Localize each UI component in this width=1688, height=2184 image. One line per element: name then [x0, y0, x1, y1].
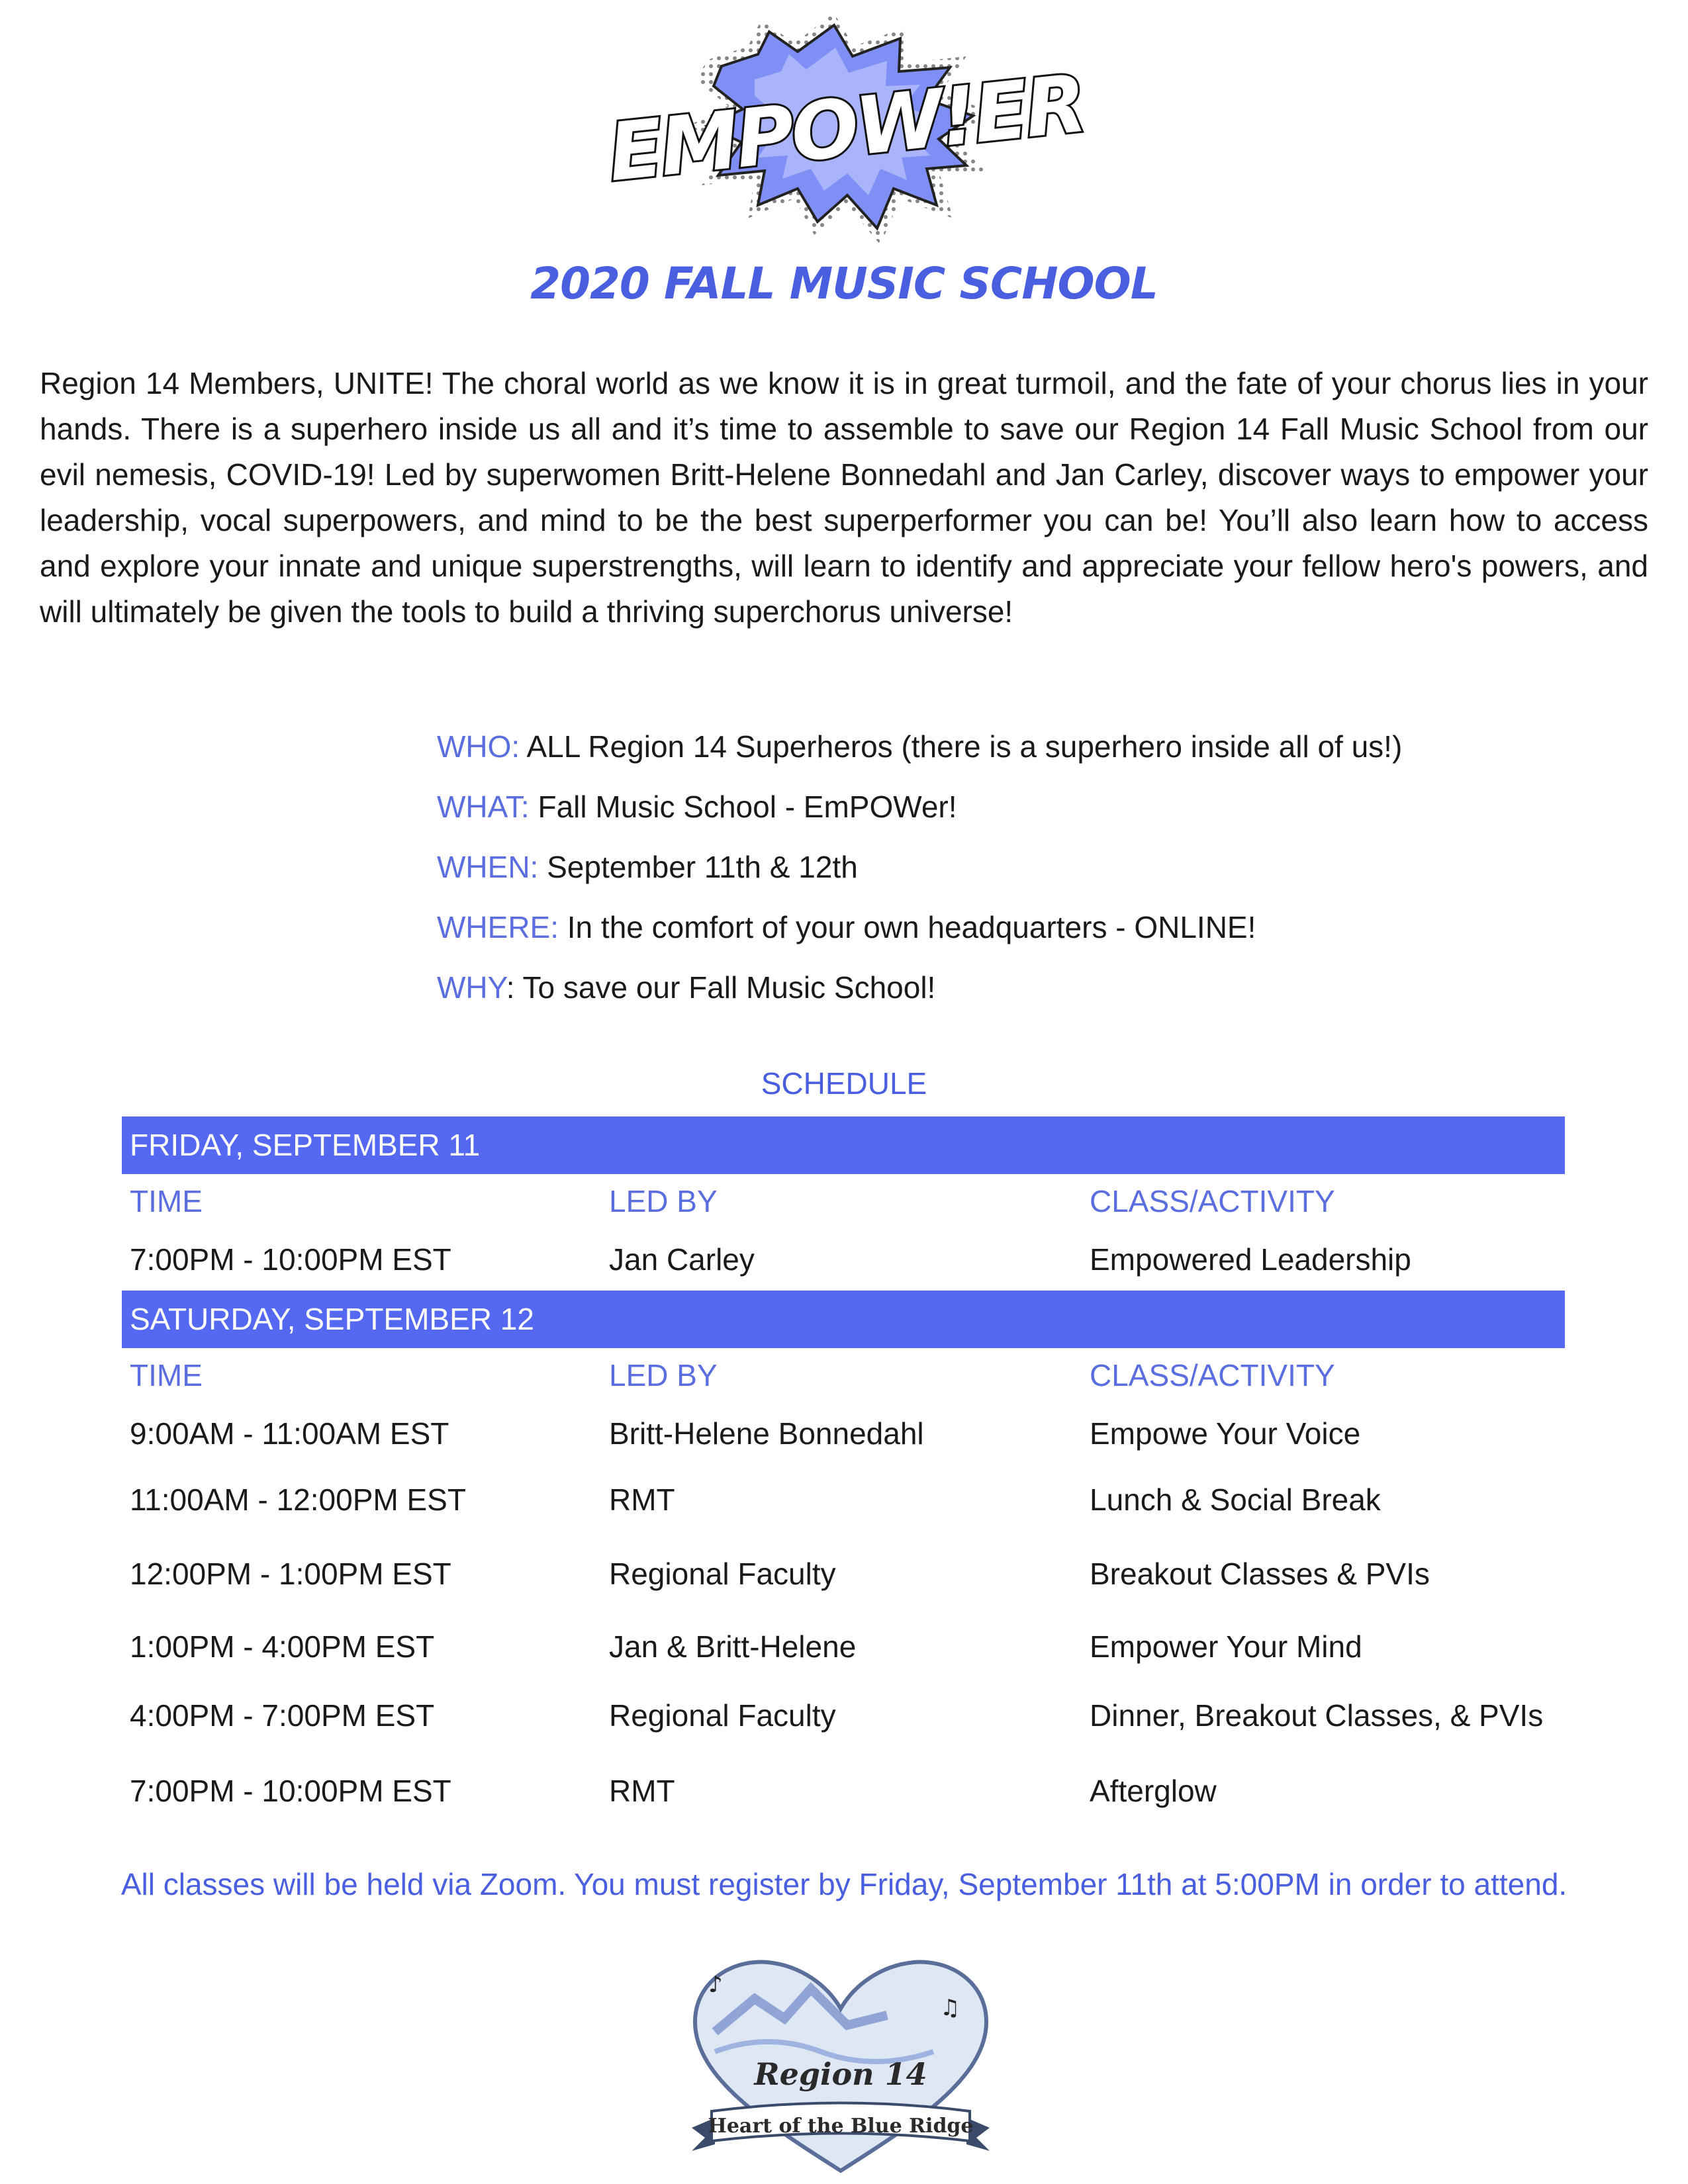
cell-activity: Lunch & Social Break [1090, 1482, 1381, 1517]
fact-label: WHAT: [437, 790, 530, 824]
cell-time: 7:00PM - 10:00PM EST [130, 1774, 451, 1808]
table-row [122, 1688, 1565, 1764]
schedule-table [122, 1116, 1565, 1822]
cell-activity: Afterglow [1090, 1774, 1217, 1808]
fact-value: Fall Music School - EmPOWer! [529, 790, 957, 824]
table-row [122, 1619, 1565, 1688]
cell-led-by: Jan Carley [609, 1242, 755, 1277]
table-row [122, 1406, 1565, 1473]
col-led-by: LED BY [609, 1184, 718, 1218]
logo-text: EMPOW!ER [604, 58, 1089, 200]
subtitle: 2020 FALL MUSIC SCHOOL [530, 258, 1158, 309]
table-row [122, 1473, 1565, 1547]
empower-logo [596, 7, 1099, 265]
day-header-saturday: SATURDAY, SEPTEMBER 12 [122, 1291, 1565, 1348]
fact-when [437, 848, 1628, 909]
cell-activity: Empower Your Mind [1090, 1629, 1362, 1664]
svg-text:♪: ♪ [708, 1972, 723, 1998]
badge-banner-text: Heart of the Blue Ridge [708, 2115, 974, 2138]
fact-why [437, 969, 1628, 1029]
comic-burst-icon [596, 7, 1099, 265]
cell-time: 12:00PM - 1:00PM EST [130, 1557, 451, 1591]
fact-label: WHEN: [437, 850, 539, 884]
cell-led-by: Regional Faculty [609, 1557, 836, 1591]
column-headers [122, 1348, 1565, 1406]
cell-activity: Dinner, Breakout Classes, & PVIs [1090, 1698, 1544, 1733]
badge-region-text: Region 14 [754, 2056, 927, 2092]
schedule-title: SCHEDULE [761, 1066, 927, 1101]
table-row [122, 1764, 1565, 1822]
cell-time: 7:00PM - 10:00PM EST [130, 1242, 451, 1277]
fact-value: In the comfort of your own headquarters - ONLINE! [559, 910, 1256, 944]
cell-led-by: Jan & Britt-Helene [609, 1629, 857, 1664]
fact-value: September 11th & 12th [538, 850, 858, 884]
cell-led-by: RMT [609, 1482, 675, 1517]
cell-time: 1:00PM - 4:00PM EST [130, 1629, 435, 1664]
region-14-badge [669, 1952, 1013, 2177]
cell-time: 4:00PM - 7:00PM EST [130, 1698, 435, 1733]
col-activity: CLASS/ACTIVITY [1090, 1184, 1335, 1218]
fact-label: WHO: [437, 729, 520, 764]
fact-value: : To save our Fall Music School! [506, 970, 936, 1005]
column-headers [122, 1174, 1565, 1232]
cell-led-by: Britt-Helene Bonnedahl [609, 1416, 924, 1451]
col-activity: CLASS/ACTIVITY [1090, 1358, 1335, 1392]
day-header-friday: FRIDAY, SEPTEMBER 11 [122, 1116, 1565, 1174]
intro-paragraph: Region 14 Members, UNITE! The choral world as we know it is in great turmoil, and the fate of your chorus lies in your hands. There is a superhero inside us all and it’s time to assemble to save our Region 14 Fall Music School from our evil nemesis, COVID-19! Led by superwomen Britt-Helene Bonnedahl and Jan Carley, discover ways to empower your leadership, vocal superpowers, and mind to be the best superperformer you can be! You’ll also learn how to access and explore your innate and unique superstrengths, will learn to identify and appreciate your fellow hero's powers, and will ultimately be given the tools to build a thriving superchorus universe! [40, 366, 1648, 629]
svg-text:♫: ♫ [940, 1995, 961, 2021]
fact-where [437, 909, 1628, 969]
fact-label: WHY [437, 970, 506, 1005]
fact-what [437, 788, 1628, 848]
fact-value: ALL Region 14 Superheros (there is a superhero inside all of us!) [520, 729, 1403, 764]
cell-led-by: RMT [609, 1774, 675, 1808]
col-led-by: LED BY [609, 1358, 718, 1392]
cell-led-by: Regional Faculty [609, 1698, 836, 1733]
fact-label: WHERE: [437, 910, 559, 944]
col-time: TIME [130, 1358, 203, 1392]
registration-note: All classes will be held via Zoom. You must register by Friday, September 11th at 5:00PM in order to attend. [120, 1867, 1568, 1901]
cell-time: 9:00AM - 11:00AM EST [130, 1416, 449, 1451]
event-facts [437, 728, 1628, 1029]
col-time: TIME [130, 1184, 203, 1218]
cell-activity: Empowe Your Voice [1090, 1416, 1361, 1451]
cell-time: 11:00AM - 12:00PM EST [130, 1482, 466, 1517]
cell-activity: Empowered Leadership [1090, 1242, 1411, 1277]
cell-activity: Breakout Classes & PVIs [1090, 1557, 1430, 1591]
table-row [122, 1547, 1565, 1619]
table-row [122, 1232, 1565, 1291]
fact-who [437, 728, 1628, 788]
heart-badge-icon [669, 1952, 1013, 2177]
